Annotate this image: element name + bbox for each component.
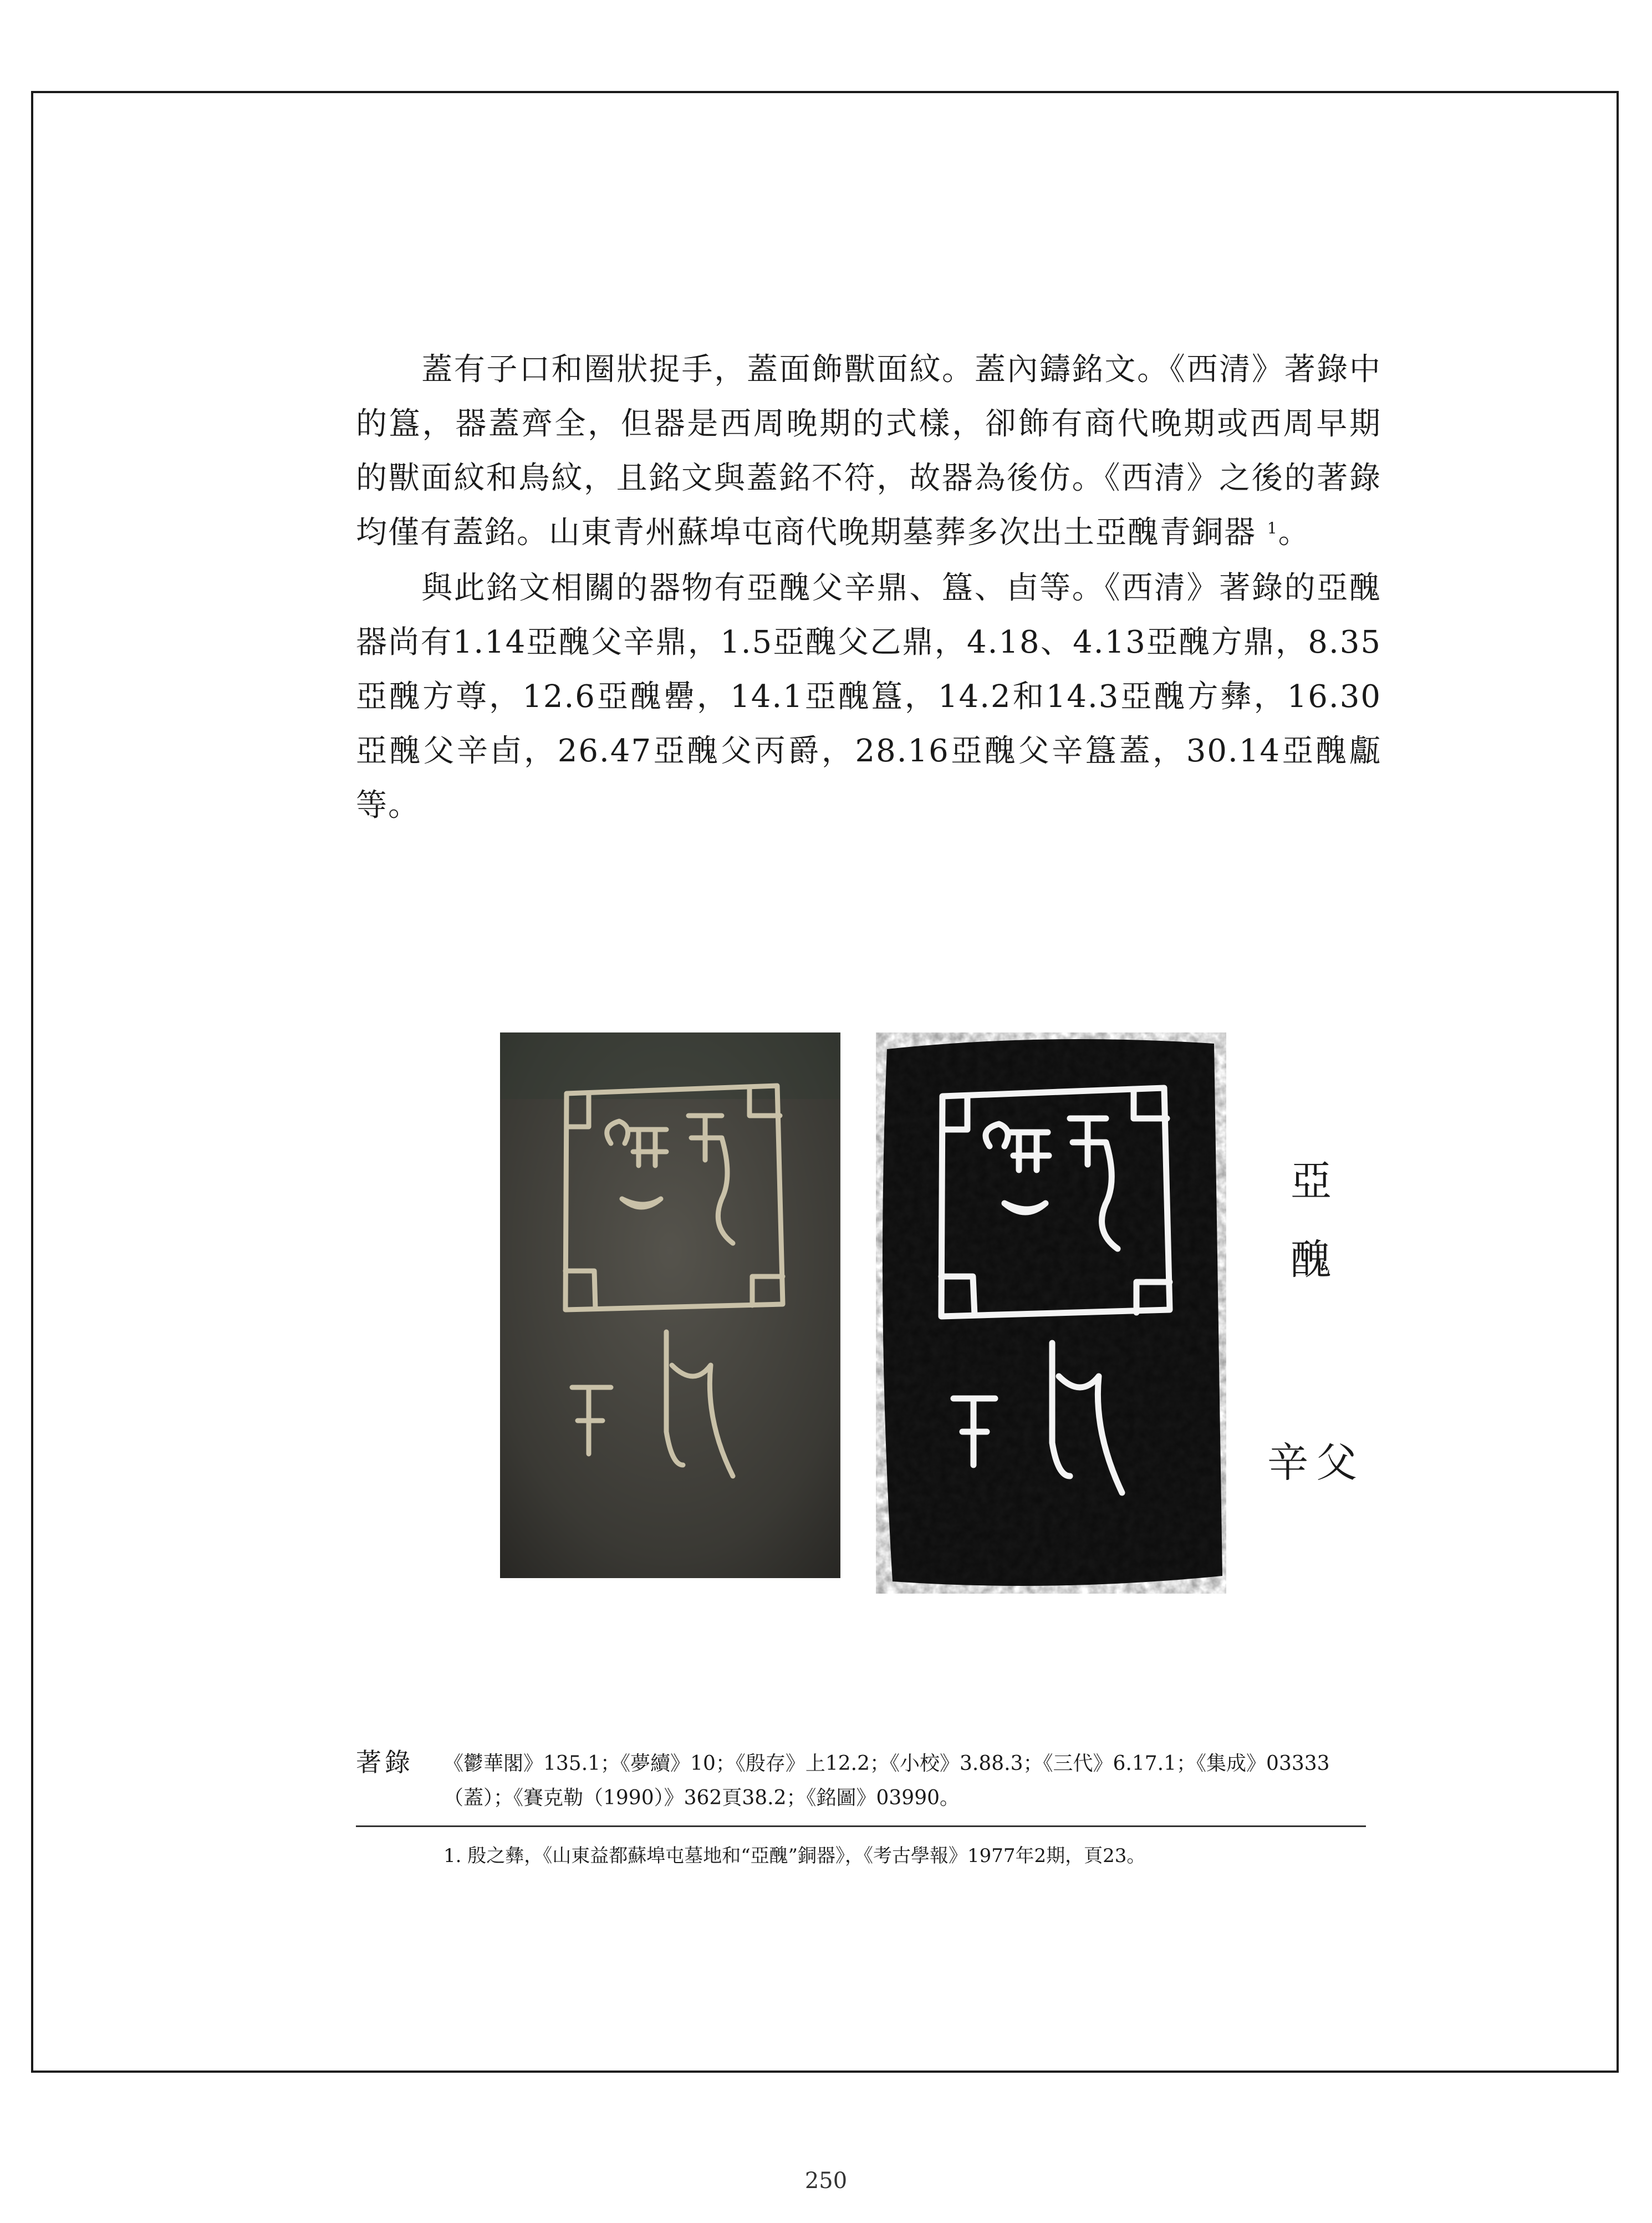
main-text [356, 343, 1381, 833]
paragraph-1-end: 。 [1278, 515, 1311, 551]
paragraph-1 [356, 343, 1381, 560]
footnote: 1. 殷之彝，《山東益都蘇埠屯墓地和“亞醜”銅器》，《考古學報》1977年2期，頁23。 [443, 1845, 1146, 1867]
caption-chou: 醜 [1291, 1236, 1332, 1284]
footnote-divider [356, 1825, 1366, 1827]
footnote-ref[interactable]: 1 [1267, 519, 1278, 537]
paragraph-1-text: 蓋有子口和圈狀捉手，蓋面飾獸面紋。蓋內鑄銘文。《西清》著錄中的簋，器蓋齊全，但器是西周晚期的式樣，卻飾有商代晚期或西周早期的獸面紋和鳥紋，且銘文與蓋銘不符，故器為後仿。《西清》之後的著錄均僅有蓋銘。山東青州蘇埠屯商代晚期墓葬多次出土亞醜青銅器 [356, 352, 1381, 551]
inscription-rubbing [876, 1032, 1226, 1594]
page-number: 250 [804, 2168, 848, 2194]
records-label: 著錄 [356, 1747, 414, 1777]
records-text: 《鬱華閣》135.1；《夢續》10；《殷存》上12.2；《小校》3.88.3；《三代》6.17.1；《集成》03333（蓋）；《賽克勒（1990）》362頁38.2；《銘圖》03990。 [443, 1752, 1330, 1809]
caption-ya: 亞 [1291, 1157, 1332, 1205]
inscription-photo [500, 1032, 840, 1578]
caption-xin-fu: 辛父 [1267, 1439, 1365, 1487]
paragraph-2: 與此銘文相關的器物有亞醜父辛鼎、簋、卣等。《西清》著錄的亞醜器尚有1.14亞醜父辛鼎，1.5亞醜父乙鼎，4.18、4.13亞醜方鼎，8.35亞醜方尊，12.6亞醜罍，14.1亞醜簋，14.2和14.3亞醜方彝，16.30亞醜父辛卣，26.47亞醜父丙爵，28.16亞醜父辛簋蓋，30.14亞醜甗等。 [356, 570, 1381, 823]
